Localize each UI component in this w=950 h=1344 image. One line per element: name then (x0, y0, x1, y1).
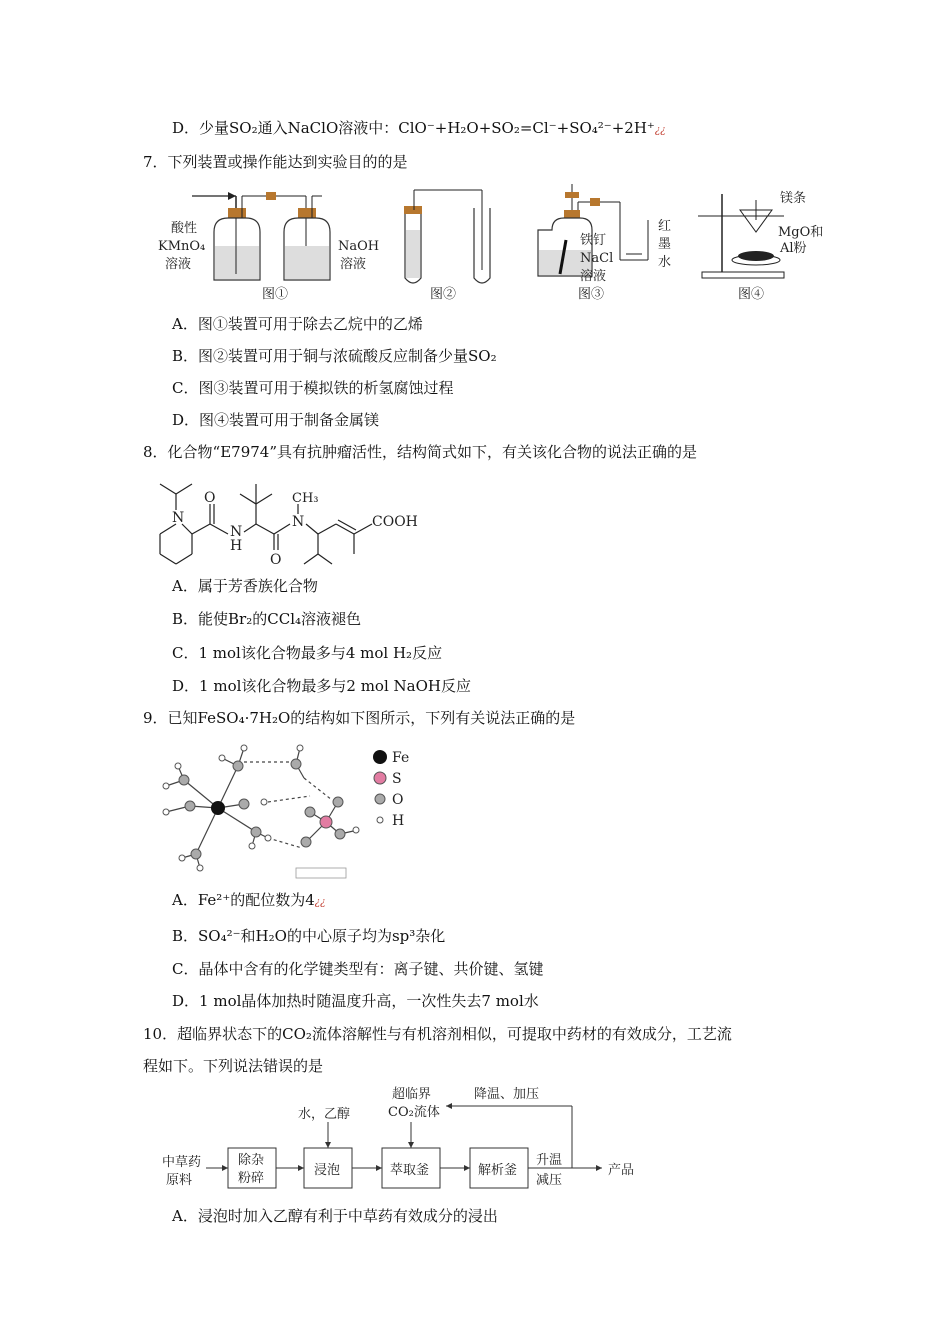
flow-cond-1: 升温 (536, 1153, 563, 1168)
garbled-mark: ¿¿ (654, 125, 666, 136)
flow-input-2: 原料 (166, 1173, 193, 1188)
fig4-label-3: Al粉 (780, 241, 807, 256)
q9-option-a (172, 890, 326, 913)
option-label: B． (172, 610, 199, 628)
struct-h: H (230, 538, 243, 554)
option-text: 图③装置可用于模拟铁的析氢腐蚀过程 (198, 379, 454, 397)
option-label: C． (172, 644, 199, 662)
q7-option-c (172, 378, 454, 398)
option-text: 少量SO₂通入NaClO溶液中：ClO⁻+H₂O+SO₂=Cl⁻+SO₄²⁻+2H⁺ (199, 119, 655, 137)
q8-option-b (172, 609, 361, 629)
option-label: A． (172, 577, 198, 595)
fig4-label-2: MgO和 (778, 225, 824, 240)
option-text: 1 mol该化合物最多与4 mol H₂反应 (198, 644, 443, 662)
q7-option-a (172, 314, 423, 334)
option-label: A． (172, 891, 198, 909)
option-label: A． (172, 315, 198, 333)
fig1-label-1: 酸性 (171, 221, 198, 236)
option-label: A． (172, 1207, 198, 1225)
struct-n1: N (172, 510, 185, 526)
fig1-gas-washing-bottles (192, 192, 330, 280)
fig3-label-2: NaCl (580, 251, 614, 266)
q9-option-d (172, 991, 539, 1011)
fig2-caption: 图② (430, 287, 457, 302)
legend-s: S (392, 771, 402, 787)
option-text: 浸泡时加入乙醇有利于中草药有效成分的浸出 (197, 1207, 498, 1225)
option-text: 1 mol晶体加热时随温度升高，一次性失去7 mol水 (199, 992, 539, 1010)
q8-option-d (172, 676, 471, 696)
struct-o2: O (270, 552, 282, 568)
option-label: D． (172, 992, 200, 1010)
q8-structure (0, 470, 950, 570)
option-label: B． (172, 347, 199, 365)
struct-ch3: CH₃ (292, 491, 319, 506)
q8-stem: 8．化合物“E7974”具有抗肿瘤活性，结构简式如下，有关该化合物的说法正确的是 (143, 443, 698, 461)
legend-o-marker (375, 794, 385, 804)
q10-process-flow (0, 1082, 950, 1192)
flow-input-1: 中草药 (162, 1155, 202, 1170)
option-label: D． (172, 119, 200, 137)
q8-option-a (172, 576, 318, 596)
legend-fe-marker (373, 750, 387, 764)
option-label: C． (172, 379, 199, 397)
flow-box1a: 除杂 (238, 1153, 265, 1168)
option-label: D． (172, 411, 200, 429)
struct-cooh: COOH (372, 514, 418, 530)
fig3-side-1: 红 (658, 219, 672, 234)
fig1-label-3: 溶液 (165, 257, 192, 272)
fig2-test-tubes (404, 190, 490, 283)
legend-h-marker (377, 817, 383, 823)
option-text: 图④装置可用于制备金属镁 (199, 411, 380, 429)
option-text: SO₄²⁻和H₂O的中心原子均为sp³杂化 (198, 927, 446, 945)
fig1-label-2: KMnO₄ (158, 239, 206, 254)
option-label: B． (172, 927, 199, 945)
q8-option-c (172, 643, 442, 663)
option-text: 晶体中含有的化学键类型有：离子键、共价键、氢键 (198, 960, 544, 978)
fig3-side-3: 水 (658, 255, 672, 270)
fig3-label-3: 溶液 (580, 269, 607, 284)
option-text: 属于芳香族化合物 (197, 577, 318, 595)
flow-sc-2: CO₂流体 (388, 1105, 440, 1120)
flow-top-input: 水，乙醇 (298, 1107, 351, 1122)
q9-option-b (172, 926, 445, 946)
q7-stem: 7．下列装置或操作能达到实验目的的是 (143, 153, 408, 171)
q6-option-d (172, 118, 666, 141)
flow-recycle: 降温、加压 (474, 1087, 540, 1102)
fig1-label-5: 溶液 (340, 257, 367, 272)
q7-option-d (172, 410, 379, 430)
q7-option-b (172, 346, 497, 366)
q9-crystal-structure (0, 738, 950, 878)
fig4-label-1: 镁条 (780, 191, 807, 206)
fig1-label-4: NaOH (338, 239, 380, 254)
flow-cond-2: 减压 (536, 1173, 563, 1188)
option-text: 1 mol该化合物最多与2 mol NaOH反应 (199, 677, 471, 695)
legend-h: H (392, 813, 405, 829)
q7-figures (0, 180, 950, 310)
q9-stem: 9．已知FeSO₄·7H₂O的结构如下图所示，下列有关说法正确的是 (143, 709, 576, 727)
garbled-mark: ¿¿ (314, 897, 326, 908)
flow-box1b: 粉碎 (238, 1171, 265, 1186)
fig3-label-1: 铁钉 (580, 233, 607, 248)
fig4-caption: 图④ (738, 287, 765, 302)
fig3-side-2: 墨 (658, 237, 672, 252)
legend-o: O (392, 792, 404, 808)
option-text: 图②装置可用于铜与浓硫酸反应制备少量SO₂ (198, 347, 497, 365)
q10-option-a (172, 1206, 498, 1226)
option-text: 能使Br₂的CCl₄溶液褪色 (198, 610, 362, 628)
fig1-caption: 图① (262, 287, 289, 302)
q10-stem-line2: 程如下。下列说法错误的是 (143, 1057, 324, 1075)
option-text: 图①装置可用于除去乙烷中的乙烯 (197, 315, 423, 333)
option-label: C． (172, 960, 199, 978)
option-label: D． (172, 677, 200, 695)
flow-sc-1: 超临界 (392, 1087, 432, 1102)
q9-option-c (172, 959, 544, 979)
legend-s-marker (374, 772, 386, 784)
flow-box3: 萃取釜 (390, 1163, 430, 1178)
fig3-caption: 图③ (578, 287, 605, 302)
flow-output: 产品 (608, 1163, 635, 1178)
legend-fe: Fe (392, 750, 410, 766)
flow-box4: 解析釜 (478, 1163, 518, 1178)
struct-n2: N (292, 514, 305, 530)
flow-box2: 浸泡 (314, 1163, 341, 1178)
struct-nh: N (230, 524, 243, 540)
struct-o1: O (204, 490, 216, 506)
fig4-thermite-setup (698, 194, 784, 278)
option-text: Fe²⁺的配位数为4 (197, 891, 315, 909)
q10-stem-line1: 10．超临界状态下的CO₂流体溶解性与有机溶剂相似，可提取中药材的有效成分，工艺流 (143, 1025, 732, 1043)
